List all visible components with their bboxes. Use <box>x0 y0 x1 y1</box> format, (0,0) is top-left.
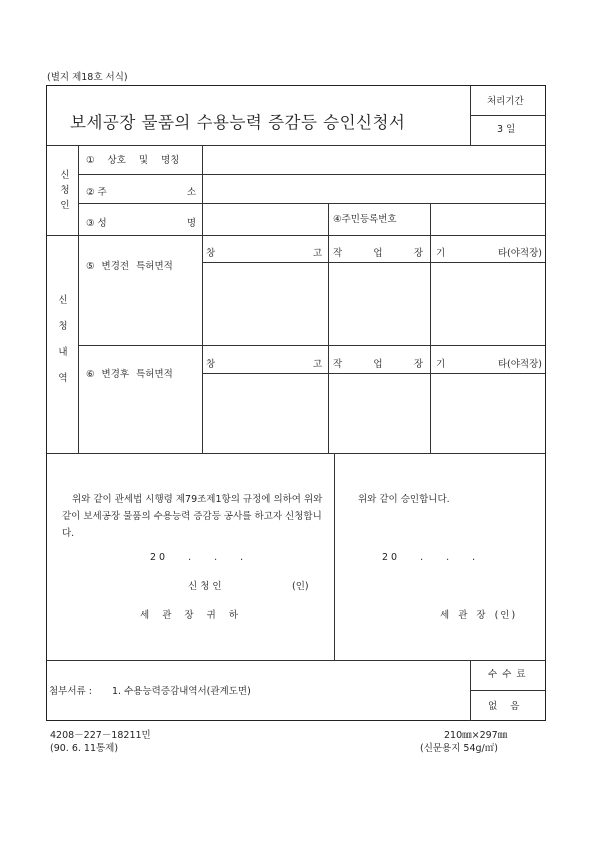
fee-label: 수 수 료 <box>488 669 527 680</box>
attachments-item: 1. 수용능력증감내역서(관계도면) <box>112 686 251 697</box>
after-other-field[interactable] <box>433 376 543 451</box>
before-workplace-field[interactable] <box>331 265 427 343</box>
applicant-seal: (인) <box>292 581 309 592</box>
col-other-header: 기 타(야적장) <box>436 359 542 370</box>
after-area-label: ⑥ 변경후 특허면적 <box>86 369 173 380</box>
details-section-label: 신 청 내 역 <box>58 295 68 384</box>
col-workplace-header: 작 업 장 <box>333 359 423 370</box>
approval-statement: 위와 같이 승인합니다. <box>358 494 450 505</box>
col-warehouse-header: 창 고 <box>206 359 322 370</box>
applicant-section-label: 신 청 인 <box>60 170 70 211</box>
attachments-label: 첨부서류 : <box>49 686 92 697</box>
approval-date: 20 . . . <box>382 552 479 563</box>
paper-size: 210㎜×297㎜ <box>444 730 508 741</box>
form-code: 4208－227－18211민 <box>50 730 151 741</box>
after-workplace-field[interactable] <box>331 376 427 451</box>
address-label: ② 주 소 <box>86 187 196 198</box>
resident-id-field[interactable] <box>433 206 543 232</box>
resident-id-label: ④주민등록번호 <box>333 214 397 225</box>
form-number: (별지 제18호 서식) <box>47 72 128 83</box>
form-date: (90. 6. 11통제) <box>50 743 119 754</box>
recipient-label: 세 관 장 귀 하 <box>140 610 240 621</box>
applicant-sign-label: 신 청 인 <box>188 581 222 592</box>
form-title: 보세공장 물품의 수용능력 증감등 승인신청서 <box>70 113 406 132</box>
application-statement: 위와 같이 관세법 시행령 제79조제1항의 규정에 의하여 위와 같이 보세공장 물품의 수용능력 증감등 공사를 하고자 신청합니다. <box>62 494 323 539</box>
application-date: 20 . . . <box>150 552 247 563</box>
before-area-label: ⑤ 변경전 특허면적 <box>86 261 173 272</box>
col-workplace-header: 작 업 장 <box>333 248 423 259</box>
address-field[interactable] <box>205 177 543 201</box>
approval-sign: 세 관 장 (인) <box>440 610 518 621</box>
processing-label: 처리기간 <box>487 96 524 107</box>
person-name-label: ③ 성 명 <box>86 218 196 229</box>
before-warehouse-field[interactable] <box>205 265 325 343</box>
fee-value: 없 음 <box>488 701 520 712</box>
col-other-header: 기 타(야적장) <box>436 248 542 259</box>
name-field[interactable] <box>205 148 543 172</box>
col-warehouse-header: 창 고 <box>206 248 322 259</box>
before-other-field[interactable] <box>433 265 543 343</box>
paper-type: (신문용지 54g/㎡) <box>420 743 498 754</box>
name-label: ① 상호 및 명칭 <box>86 155 180 166</box>
person-name-field[interactable] <box>205 206 325 232</box>
processing-value: 3 일 <box>497 124 516 135</box>
after-warehouse-field[interactable] <box>205 376 325 451</box>
